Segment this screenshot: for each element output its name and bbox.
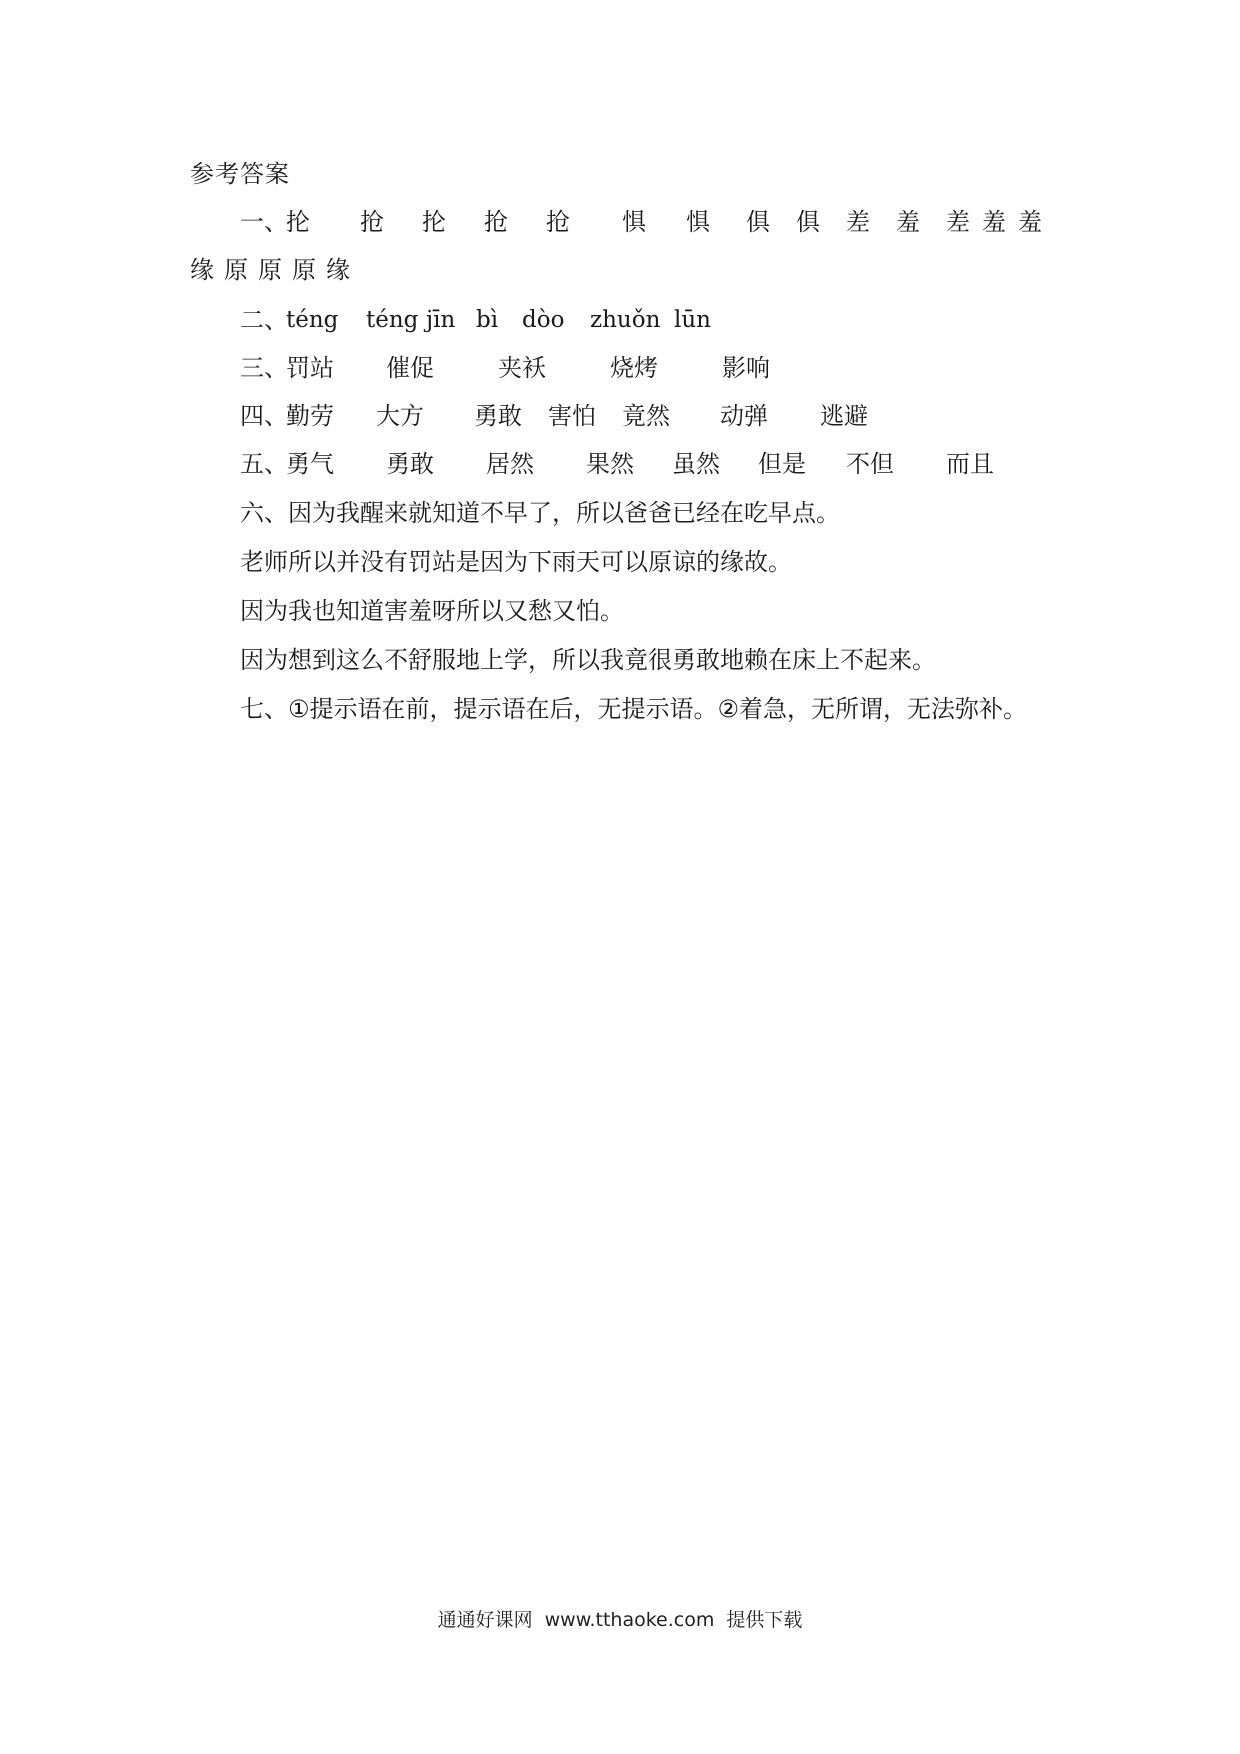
answer-item: téng	[366, 307, 419, 333]
answer-1	[240, 206, 1042, 238]
answer-item: 惧	[686, 208, 710, 236]
answer-item: 俱	[746, 208, 770, 236]
question-number: 七、	[240, 695, 288, 723]
answer-item: 抡	[286, 208, 310, 236]
question-number: 一、	[240, 208, 288, 236]
answer-sentence: 因为想到这么不舒服地上学，所以我竟很勇敢地赖在床上不起来。	[240, 646, 936, 674]
question-number: 二、	[240, 306, 288, 334]
answer-item: zhuǒn	[590, 307, 661, 333]
answer-6-sentence-3	[240, 595, 624, 627]
answer-item: 不但	[846, 450, 894, 478]
answer-item: 抢	[484, 208, 508, 236]
answer-item: 催促	[386, 354, 434, 382]
answer-3	[240, 352, 770, 384]
question-number: 六、	[240, 499, 288, 527]
answer-item: 居然	[486, 450, 534, 478]
answer-item: 羞	[896, 208, 920, 236]
answer-item: 虽然	[672, 450, 720, 478]
answer-6-sentence-2	[240, 546, 792, 578]
page-footer	[0, 1607, 1240, 1633]
answer-item: 抢	[360, 208, 384, 236]
question-number: 五、	[240, 450, 288, 478]
answer-item: 竟然	[622, 402, 670, 430]
answer-7	[240, 693, 1027, 725]
answer-item: 而且	[946, 450, 994, 478]
answer-2	[240, 304, 711, 336]
answer-item: 惧	[622, 208, 646, 236]
answer-item: dòo	[522, 307, 565, 333]
answer-4	[240, 400, 868, 432]
answer-6	[240, 497, 840, 529]
question-number: 三、	[240, 354, 288, 382]
answer-item: 动弹	[720, 402, 768, 430]
answer-5	[240, 448, 994, 480]
answer-item: 勤劳	[286, 402, 334, 430]
answer-item: jīn	[426, 307, 456, 333]
question-number: 四、	[240, 402, 288, 430]
answer-item: 勇气	[286, 450, 334, 478]
answer-sentence: 因为我也知道害羞呀所以又愁又怕。	[240, 597, 624, 625]
answer-item: 俱	[796, 208, 820, 236]
answer-sentence: 因为我醒来就知道不早了，所以爸爸已经在吃早点。	[288, 499, 840, 527]
answer-item: 逃避	[820, 402, 868, 430]
answer-item: téng	[286, 307, 339, 333]
answer-item: 原	[292, 256, 316, 284]
answer-item: 害怕	[548, 402, 596, 430]
answer-item: 勇敢	[386, 450, 434, 478]
answer-item: 勇敢	[474, 402, 522, 430]
answer-item: 果然	[586, 450, 634, 478]
answer-item: 抡	[422, 208, 446, 236]
answer-item: 羞	[982, 208, 1006, 236]
answer-item: 夹袄	[498, 354, 546, 382]
answer-item: 原	[224, 256, 248, 284]
answer-item: lūn	[674, 307, 711, 333]
footer-suffix: 提供下载	[726, 1609, 803, 1631]
answer-item: 抢	[546, 208, 570, 236]
answer-item: 缘	[190, 256, 214, 284]
answer-item: 罚站	[286, 354, 334, 382]
page-title: 参考答案	[190, 160, 290, 188]
answer-sentence: ①提示语在前，提示语在后，无提示语。②着急，无所谓，无法弥补。	[288, 695, 1028, 723]
footer-url-link[interactable]: www.tthaoke.com	[544, 1609, 715, 1631]
answer-item: 原	[258, 256, 282, 284]
answer-item: 差	[946, 208, 970, 236]
answer-sentence: 老师所以并没有罚站是因为下雨天可以原谅的缘故。	[240, 548, 792, 576]
answer-item: 大方	[376, 402, 424, 430]
answer-item: bì	[476, 307, 499, 333]
footer-site-name: 通通好课网	[437, 1609, 533, 1631]
answer-item: 影响	[722, 354, 770, 382]
answer-item: 烧烤	[610, 354, 658, 382]
answer-item: 差	[846, 208, 870, 236]
answer-item: 缘	[326, 256, 350, 284]
answer-6-sentence-4	[240, 644, 936, 676]
answer-item: 羞	[1018, 208, 1042, 236]
answer-item: 但是	[758, 450, 806, 478]
